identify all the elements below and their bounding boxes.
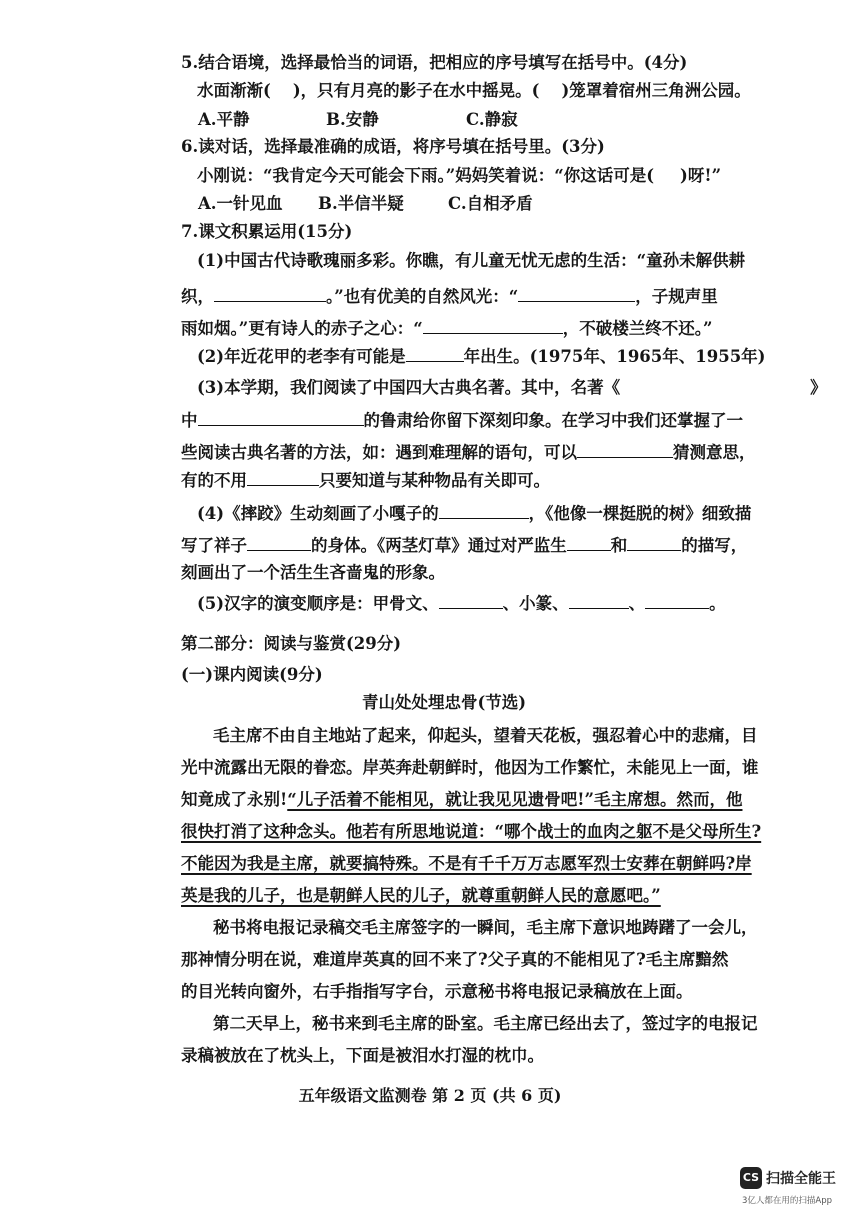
q5-prompt: 5.结合语境，选择最恰当的词语，把相应的序号填写在括号中。(4分) xyxy=(181,53,688,72)
answer-blank xyxy=(423,317,563,334)
answer-blank xyxy=(439,592,503,609)
para2-line1: 秘书将电报记录稿交毛主席签字的一瞬间，毛主席下意识地踌躇了一会儿， xyxy=(213,918,758,937)
q7-2: (2)年近花甲的老李有可能是 年出生。(1975年、1965年、1955年) xyxy=(197,347,766,366)
q6-option-a: A.一针见血 xyxy=(198,194,283,213)
answer-blank xyxy=(645,592,709,609)
q7-3-line4: 有的不用 只要知道与某种物品有关即可。 xyxy=(181,471,550,490)
answer-blank xyxy=(247,534,311,551)
q7-1-line1: (1)中国古代诗歌瑰丽多彩。你瞧，有儿童无忧无虑的生活：“童孙未解供耕 xyxy=(197,251,746,270)
q7-5: (5)汉字的演变顺序是：甲骨文、 、小篆、 、 。 xyxy=(197,594,726,613)
logo-tagline: 3亿人都在用的扫描App xyxy=(742,1196,833,1206)
para2-line3: 的目光转向窗外，右手指指写字台，示意秘书将电报记录稿放在上面。 xyxy=(181,982,693,1001)
q7-4-line3: 刻画出了一个活生生吝啬鬼的形象。 xyxy=(181,563,445,582)
answer-blank xyxy=(577,441,673,458)
q6-option-c: C.自相矛盾 xyxy=(448,194,533,213)
answer-blank xyxy=(214,285,326,302)
page-footer: 五年级语文监测卷 第 2 页 (共 6 页) xyxy=(298,1086,562,1105)
part2-heading: 第二部分：阅读与鉴赏(29分) xyxy=(181,634,402,653)
para2-line2: 那神情分明在说，难道岸英真的回不来了?父子真的不能相见了?毛主席黯然 xyxy=(181,950,729,969)
q7-4-line1: (4)《摔跤》生动刻画了小嘎子的 ，《他像一棵挺脱的树》细致描 xyxy=(197,504,752,523)
para1-line5: 不能因为我是主席，就要搞特殊。不是有千千万万志愿军烈士安葬在朝鲜吗?岸 xyxy=(181,854,752,873)
q7-1-line3: 雨如烟。”更有诗人的赤子之心：“ ，不破楼兰终不还。” xyxy=(181,319,713,338)
cs-badge-icon: CS xyxy=(740,1167,762,1189)
answer-blank xyxy=(567,534,611,551)
answer-blank xyxy=(247,469,319,486)
para3-line1: 第二天早上，秘书来到毛主席的卧室。毛主席已经出去了，签过字的电报记 xyxy=(213,1014,758,1033)
para1-line4: 很快打消了这种念头。他若有所思地说道：“哪个战士的血肉之躯不是父母所生? xyxy=(181,822,762,841)
q7-1-line2: 织， 。”也有优美的自然风光：“ ，子规声里 xyxy=(181,287,718,306)
q6-prompt: 6.读对话，选择最准确的成语，将序号填在括号里。(3分) xyxy=(181,137,605,156)
para1-line3: 知竟成了永别!“儿子活着不能相见，就让我见见遗骨吧!”毛主席想。然而，他 xyxy=(181,790,743,809)
q5-option-b: B.安静 xyxy=(326,110,379,129)
answer-blank xyxy=(198,409,364,426)
para1-line1: 毛主席不由自主地站了起来，仰起头，望着天花板，强忍着心中的悲痛，目 xyxy=(213,726,758,745)
answer-blank xyxy=(439,502,529,519)
answer-blank xyxy=(627,534,681,551)
q6-option-b: B.半信半疑 xyxy=(318,194,404,213)
q5-option-a: A.平静 xyxy=(198,110,250,129)
logo-name: 扫描全能王 xyxy=(766,1171,836,1187)
para1-line2: 光中流露出无限的眷恋。岸英奔赴朝鲜时，他因为工作繁忙，未能见上一面，谁 xyxy=(181,758,759,777)
q5-option-c: C.静寂 xyxy=(466,110,518,129)
q6-sentence: 小刚说：“我肯定今天可能会下雨。”妈妈笑着说：“你这话可是( )呀!” xyxy=(197,166,722,185)
q7-prompt: 7.课文积累运用(15分) xyxy=(181,222,353,241)
q5-sentence: 水面渐渐( )，只有月亮的影子在水中摇晃。( )笼罩着宿州三角洲公园。 xyxy=(197,81,751,100)
answer-blank xyxy=(406,345,464,362)
q7-3-line3: 些阅读古典名著的方法，如：遇到难理解的语句，可以 猜测意思， xyxy=(181,443,756,462)
answer-blank xyxy=(569,592,629,609)
answer-blank xyxy=(518,285,635,302)
camscanner-logo xyxy=(740,1167,852,1207)
q7-3-line1: (3)本学期，我们阅读了中国四大古典名著。其中，名著《 》 xyxy=(197,378,827,397)
passage-title: 青山处处埋忠骨(节选) xyxy=(362,693,527,712)
q7-4-line2: 写了祥子 的身体。《两茎灯草》通过对严监生 和 的描写， xyxy=(181,536,748,555)
para1-line6: 英是我的儿子，也是朝鲜人民的儿子，就尊重朝鲜人民的意愿吧。” xyxy=(181,886,661,905)
q7-3-line2: 中 的鲁肃给你留下深刻印象。在学习中我们还掌握了一 xyxy=(181,411,743,430)
para3-line2: 录稿被放在了枕头上，下面是被泪水打湿的枕巾。 xyxy=(181,1046,544,1065)
part2-subheading: (一)课内阅读(9分) xyxy=(181,665,323,684)
